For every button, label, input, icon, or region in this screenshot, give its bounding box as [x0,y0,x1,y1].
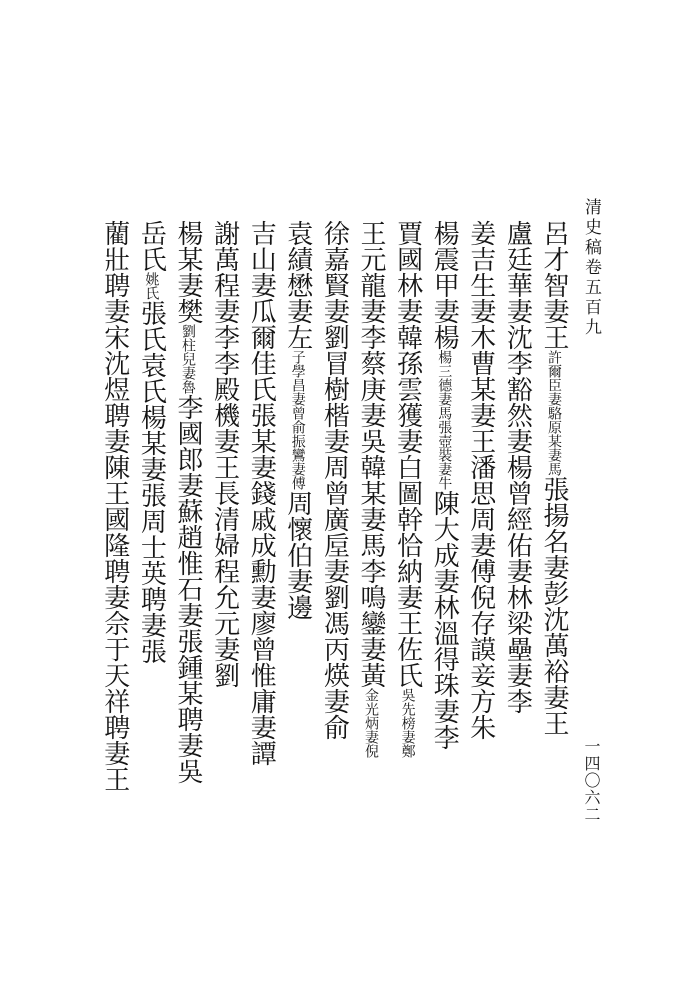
entry: 潘思周妻傅 [465,454,496,584]
text-column [99,220,130,792]
entry: 李鳴鑾妻黃 [356,558,386,688]
text-column [541,220,567,736]
entry: 孫雲獲妻白 [392,350,423,480]
entry: 戚成勳妻廖 [246,506,277,636]
text-column [246,220,277,766]
entry: 張某妻錢 [246,402,277,506]
entry: 溫得珠妻李 [429,620,460,750]
entry: 袁績懋妻左 [282,220,313,350]
entry: 圖幹恰納妻王佐氏 [392,480,423,688]
entry: 楊震甲妻楊 [429,220,460,350]
entry: 曾廣垕妻劉 [319,480,350,610]
entry: 倪存謨妾方朱 [465,584,496,740]
entry: 張揚名妻彭 [539,476,569,606]
entry-note: 姚氏 [143,272,160,300]
entry: 長清婦 [209,480,240,558]
text-column [319,220,350,740]
entry: 李國郎妻蘇 [173,394,203,524]
entry: 鍾某聘妻吳 [173,654,203,784]
entry: 于天祥聘妻王 [99,636,130,792]
text-column [358,220,384,758]
entry: 韓某妻馬 [356,454,386,558]
entry: 徐嘉賢妻劉 [319,220,350,350]
entry: 周懷伯妻邊 [282,490,313,620]
entry: 謝萬程妻李 [209,220,240,350]
entry-note: 許爾臣妻駱 [546,350,562,420]
entry: 沈萬裕妻王 [539,606,569,736]
text-column [502,220,533,714]
entry: 陳大成妻林 [429,490,460,620]
entry: 程允元妻劉 [209,558,240,688]
entry-note: 俞振鸞妻傅 [289,420,306,490]
entry: 岳氏 [136,220,167,272]
entry: 吉山妻瓜爾佳氏 [246,220,277,402]
entry-note: 子學昌妻曾 [289,350,306,420]
text-column [465,220,496,740]
entry: 曾惟庸妻譚 [246,636,277,766]
text-column [282,220,313,620]
entry: 梁壘妻李 [502,610,533,714]
entry-note: 張壺裝妻牛 [436,420,453,490]
entry-note: 金光炳妻倪 [363,688,379,758]
entry: 沈煜聘妻陳 [99,350,130,480]
entry: 李豁然妻楊 [502,350,533,480]
entry: 馮丙煐妻俞 [319,610,350,740]
entry: 盧廷華妻沈 [502,220,533,350]
entry-note: 劉柱兒妻魯 [180,324,196,394]
entry: 王元龍妻李 [356,220,386,350]
entry-note: 吳先榜妻鄭 [399,688,416,758]
entry: 曾經佑妻林 [502,480,533,610]
page-header: 清史稿卷五百九 [581,198,601,338]
entry: 藺壯聘妻宋 [99,220,130,350]
entry: 楊某妻張 [136,404,167,508]
entry: 趙惟石妻張 [173,524,203,654]
entry: 姜吉生妻木 [465,220,496,350]
entry-note: 原某妻馬 [546,420,562,476]
entry: 蔡庚妻吳 [356,350,386,454]
page-number: 一四〇六二 [582,738,601,823]
entry: 賈國林妻韓 [392,220,423,350]
text-column [429,220,460,750]
text-column [136,220,167,664]
entry: 袁氏 [136,352,167,404]
text-column [209,220,240,688]
entry: 王國隆聘妻佘 [99,480,130,636]
text-column [392,220,423,758]
entry: 張氏 [136,300,167,352]
entry: 呂才智妻王 [539,220,569,350]
entry: 周士英聘妻張 [136,508,167,664]
text-column [175,220,201,784]
entry-note: 楊三德妻馬 [436,350,453,420]
entry: 冒樹楷妻周 [319,350,350,480]
entry: 李殿機妻王 [209,350,240,480]
entry: 曹某妻王 [465,350,496,454]
entry: 楊某妻樊 [173,220,203,324]
